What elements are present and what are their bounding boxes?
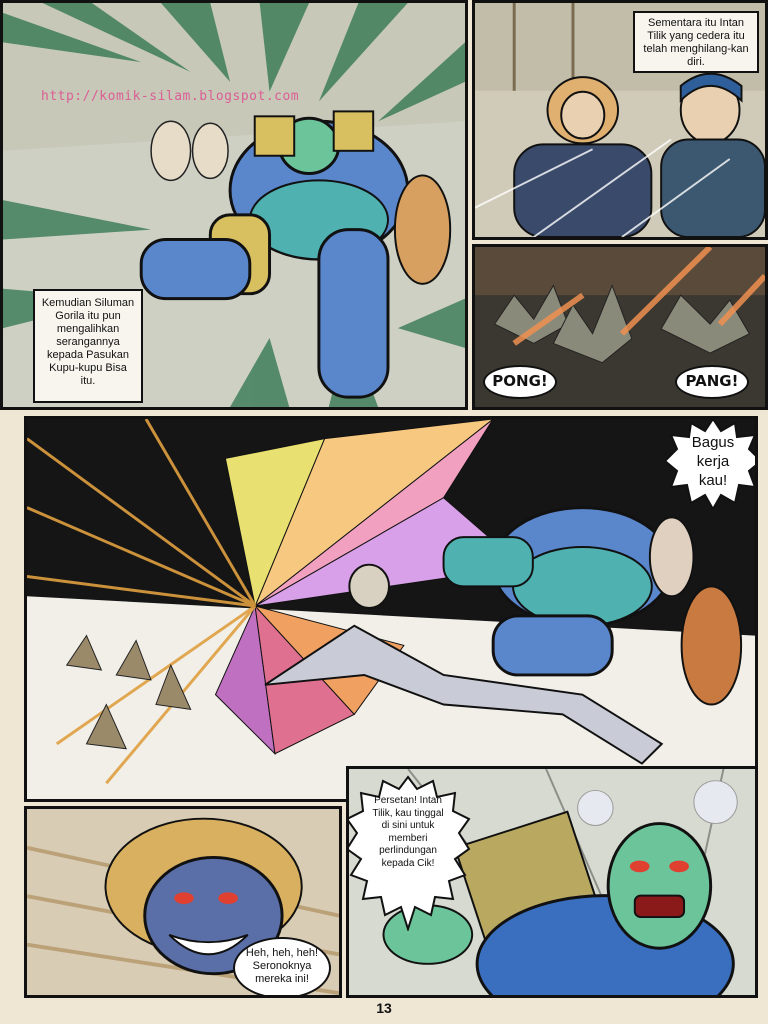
- panel-4: [24, 416, 758, 802]
- panel-4-art: [27, 419, 755, 799]
- panel-5: [24, 806, 342, 998]
- page-number: 13: [376, 1000, 392, 1016]
- speech-balloon: Persetan! Intan Tilik, kau tinggal di sini untuk memberi perlindungan kepada Cik!: [372, 795, 444, 869]
- sound-effect-pong: PONG!: [483, 365, 557, 399]
- speech-balloon: Bagus kerja kau!: [691, 434, 735, 489]
- panel-1: [0, 0, 468, 410]
- narration-caption: Kemudian Siluman Gorila itu pun mengalihkan serangannya kepada Pasukan Kupu-kupu Bisa itu.: [33, 289, 143, 403]
- sound-effect-pang: PANG!: [675, 365, 749, 399]
- panel-6: [346, 766, 758, 998]
- speech-balloon: Heh, heh, heh! Seronoknya mereka ini!: [233, 937, 331, 998]
- panel-2: [472, 0, 768, 240]
- panel-3: [472, 244, 768, 410]
- narration-caption: Sementara itu Intan Tilik yang cedera itu telah menghilang-kan diri.: [633, 11, 759, 73]
- watermark-text: http://komik-silam.blogspot.com: [41, 89, 300, 104]
